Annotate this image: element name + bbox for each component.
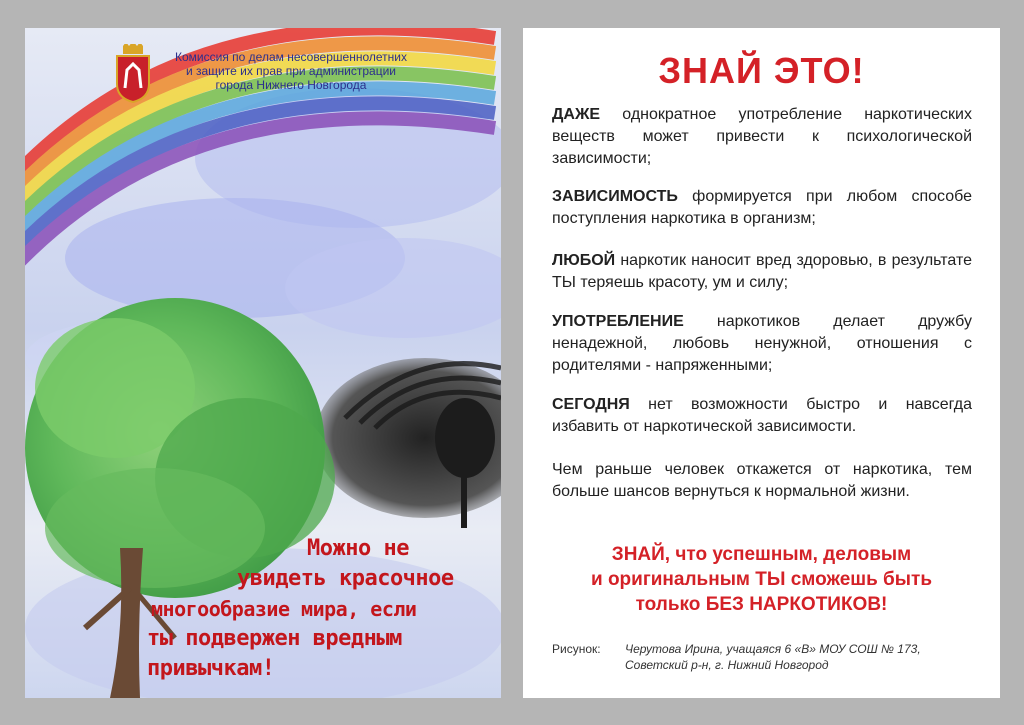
artwork-credit bbox=[552, 641, 982, 673]
fact-text: формируется при любом способе поступления наркотика в организм; bbox=[552, 188, 972, 227]
credit-text bbox=[625, 641, 921, 673]
fact-text: наркотиков делает дружбу ненадежной, любовь ненужной, отношения с родителями - напряженными; bbox=[552, 313, 972, 374]
fact-paragraph bbox=[552, 186, 972, 230]
fact-paragraph bbox=[552, 394, 972, 438]
warning-callout bbox=[523, 542, 1000, 617]
fact-paragraph bbox=[552, 311, 972, 377]
credit-line: Черутова Ирина, учащаяся 6 «В» МОУ СОШ № 173, bbox=[625, 642, 921, 656]
fact-lead: ДАЖЕ bbox=[552, 106, 601, 123]
fact-lead: ЛЮБОЙ bbox=[552, 252, 616, 269]
fact-paragraph bbox=[552, 104, 972, 170]
credit-label: Рисунок: bbox=[552, 642, 601, 656]
commission-header bbox=[149, 50, 433, 92]
slogan-line: ты подвержен вредным bbox=[147, 626, 402, 651]
credit-line: Советский р-н, г. Нижний Новгород bbox=[625, 658, 829, 672]
fact-paragraph bbox=[552, 250, 972, 294]
slogan-line: многообразие мира, если bbox=[151, 597, 417, 621]
fact-text: наркотик наносит вред здоровью, в результате ТЫ теряешь красоту, ум и силу; bbox=[552, 252, 972, 291]
slogan-line: Можно не bbox=[307, 536, 409, 561]
warning-line: только БЕЗ НАРКОТИКОВ! bbox=[635, 594, 888, 615]
fact-text: Чем раньше человек откажется от наркотика, тем больше шансов вернуться к нормальной жизни. bbox=[552, 461, 972, 500]
slogan-line: привычкам! bbox=[147, 656, 275, 681]
fact-paragraph bbox=[552, 459, 972, 503]
fact-text: однократное употребление наркотических веществ может привести к психологической зависимости; bbox=[552, 106, 972, 167]
warning-line: ЗНАЙ, что успешным, деловым bbox=[611, 544, 912, 565]
panel-title: ЗНАЙ ЭТО! bbox=[658, 50, 865, 91]
fact-lead: ЗАВИСИМОСТЬ bbox=[552, 188, 678, 205]
fact-text: нет возможности быстро и навсегда избавить от наркотической зависимости. bbox=[552, 396, 972, 435]
painting-panel bbox=[25, 28, 501, 698]
painting-slogan bbox=[25, 534, 454, 684]
coat-of-arms-icon bbox=[113, 44, 153, 104]
commission-line: Комиссия по делам несовершеннолетних bbox=[175, 50, 407, 64]
commission-line: города Нижнего Новгорода bbox=[215, 78, 367, 92]
warning-line: и оригинальным ТЫ сможешь быть bbox=[590, 569, 933, 590]
slogan-line: увидеть красочное bbox=[237, 566, 454, 591]
fact-lead: УПОТРЕБЛЕНИЕ bbox=[552, 313, 684, 330]
fact-lead: СЕГОДНЯ bbox=[552, 396, 630, 413]
commission-line: и защите их прав при администрации bbox=[185, 64, 397, 78]
info-panel bbox=[523, 28, 1000, 698]
